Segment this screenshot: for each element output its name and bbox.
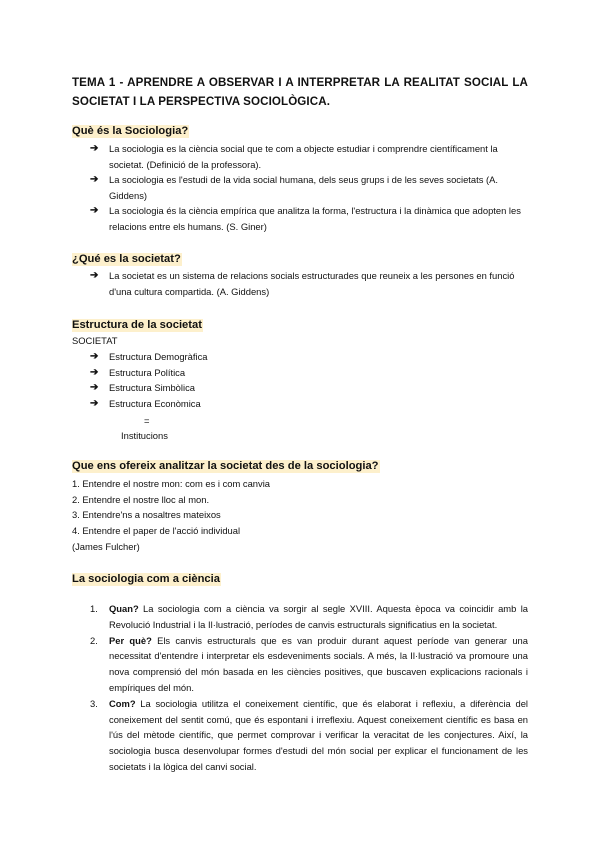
societat-definitions-list: [90, 268, 530, 299]
heading-que-ens-ofereix: [72, 459, 380, 474]
item-text: La sociologia com a ciència va sorgir al segle XVIII. Aquesta època va coincidir amb la Revolució Industrial i la Il·lustració, períodes de canvis estructurals significatius en la societat.: [109, 603, 528, 630]
list-item: 4. Entendre el paper de l'acció individual: [72, 525, 241, 537]
list-item: [90, 696, 528, 775]
item-label: Quan?: [109, 603, 139, 614]
estructura-list: [90, 349, 530, 411]
heading-text: Que ens ofereix analitzar la societat des de la sociologia?: [72, 460, 379, 472]
list-item: [90, 365, 530, 381]
item-label: Com?: [109, 697, 136, 709]
item-number: 3.: [90, 697, 98, 709]
item-text: Els canvis estructurals que es van produir durant aquest període van generar una necessitat d'entendre i interpretar els esdeveniments socials. A més, la Il·lustració va promoure una nova comprensió del món basada en les ciències positives, que buscaven explicacions racionals i empíriques del món.: [109, 634, 528, 693]
document-title: TEMA 1 - APRENDRE A OBSERVAR I A INTERPRETAR LA REALITAT SOCIAL LA SOCIETAT I LA PERSPECTIVA SOCIOLÒGICA.: [72, 76, 528, 108]
heading-sociologia-ciencia: [72, 572, 221, 587]
list-item-text: Estructura Simbòlica: [109, 382, 195, 393]
heading-text: Què és la Sociologia?: [72, 125, 189, 137]
list-item: [90, 601, 528, 633]
arrow-right-icon: ➔: [90, 382, 99, 393]
item-number: 2.: [90, 634, 98, 646]
sociologia-definitions-list: [90, 141, 530, 234]
arrow-right-icon: ➔: [90, 366, 99, 378]
list-item: [90, 380, 530, 396]
list-item: [90, 268, 530, 299]
arrow-right-icon: ➔: [90, 351, 99, 362]
list-item: [90, 172, 530, 203]
list-item-text: La societat es un sistema de relacions socials estructurades que reuneix a les persones en funció d'una cultura compartida. (A. Giddens): [109, 270, 515, 297]
heading-estructura-societat: [72, 318, 203, 333]
list-item-text: Estructura Demogràfica: [109, 351, 208, 362]
list-item-text: La sociologia es l'estudi de la vida social humana, dels seus grups i de les seves societats (A. Giddens): [109, 174, 498, 201]
heading-que-es-sociologia: [72, 124, 189, 139]
arrow-right-icon: ➔: [90, 397, 99, 409]
arrow-right-icon: ➔: [90, 270, 99, 281]
arrow-right-icon: ➔: [90, 174, 99, 185]
list-item: [90, 633, 528, 696]
list-item: [90, 349, 530, 365]
list-item: 1. Entendre el nostre mon: com es i com canvia: [72, 478, 271, 489]
list-item-text: La sociologia es la ciència social que te com a objecte estudiar i comprendre científicament la societat. (Definició de la professora).: [109, 143, 498, 170]
heading-text: Estructura de la societat: [72, 319, 202, 331]
arrow-right-icon: ➔: [90, 205, 99, 216]
heading-text: La sociologia com a ciència: [72, 573, 220, 585]
institucions-label: Institucions: [121, 430, 168, 441]
ofereix-list: [72, 476, 270, 555]
list-item: [90, 396, 530, 412]
heading-text: ¿Qué es la societat?: [72, 253, 181, 265]
item-text: La sociologia utilitza el coneixement científic, que és elaborat i reflexiu, a diferència del coneixement del sentit comú, que és espontani i irreflexiu. Aquest coneixement científic es basa en l'ús del mètode científic, que permet comprovar i verificar la veracitat de les conjectures. Així, la sociologia busca desenvolupar formes d'estudi del món social per explicar el funcionament de les societats i la lògica del canvi social.: [109, 697, 528, 772]
list-item-text: La sociologia és la ciència empírica que analitza la forma, l'estructura i la dinàmica que adopten les relacions entre els humans. (S. Giner): [109, 205, 521, 232]
list-item: 3. Entendre'ns a nosaltres mateixos: [72, 509, 221, 521]
list-item-text: Estructura Política: [109, 366, 186, 378]
list-item: [90, 203, 530, 234]
list-item-text: Estructura Econòmica: [109, 397, 201, 409]
equals-sign: =: [144, 415, 150, 426]
societat-label: SOCIETAT: [72, 335, 118, 346]
ciencia-list: [90, 601, 528, 775]
list-item: [90, 141, 530, 172]
item-number: 1.: [90, 603, 98, 614]
arrow-right-icon: ➔: [90, 143, 99, 154]
item-label: Per què?: [109, 634, 152, 646]
source-citation: (James Fulcher): [72, 540, 140, 552]
list-item: 2. Entendre el nostre lloc al mon.: [72, 493, 210, 505]
heading-que-es-societat: [72, 252, 182, 267]
